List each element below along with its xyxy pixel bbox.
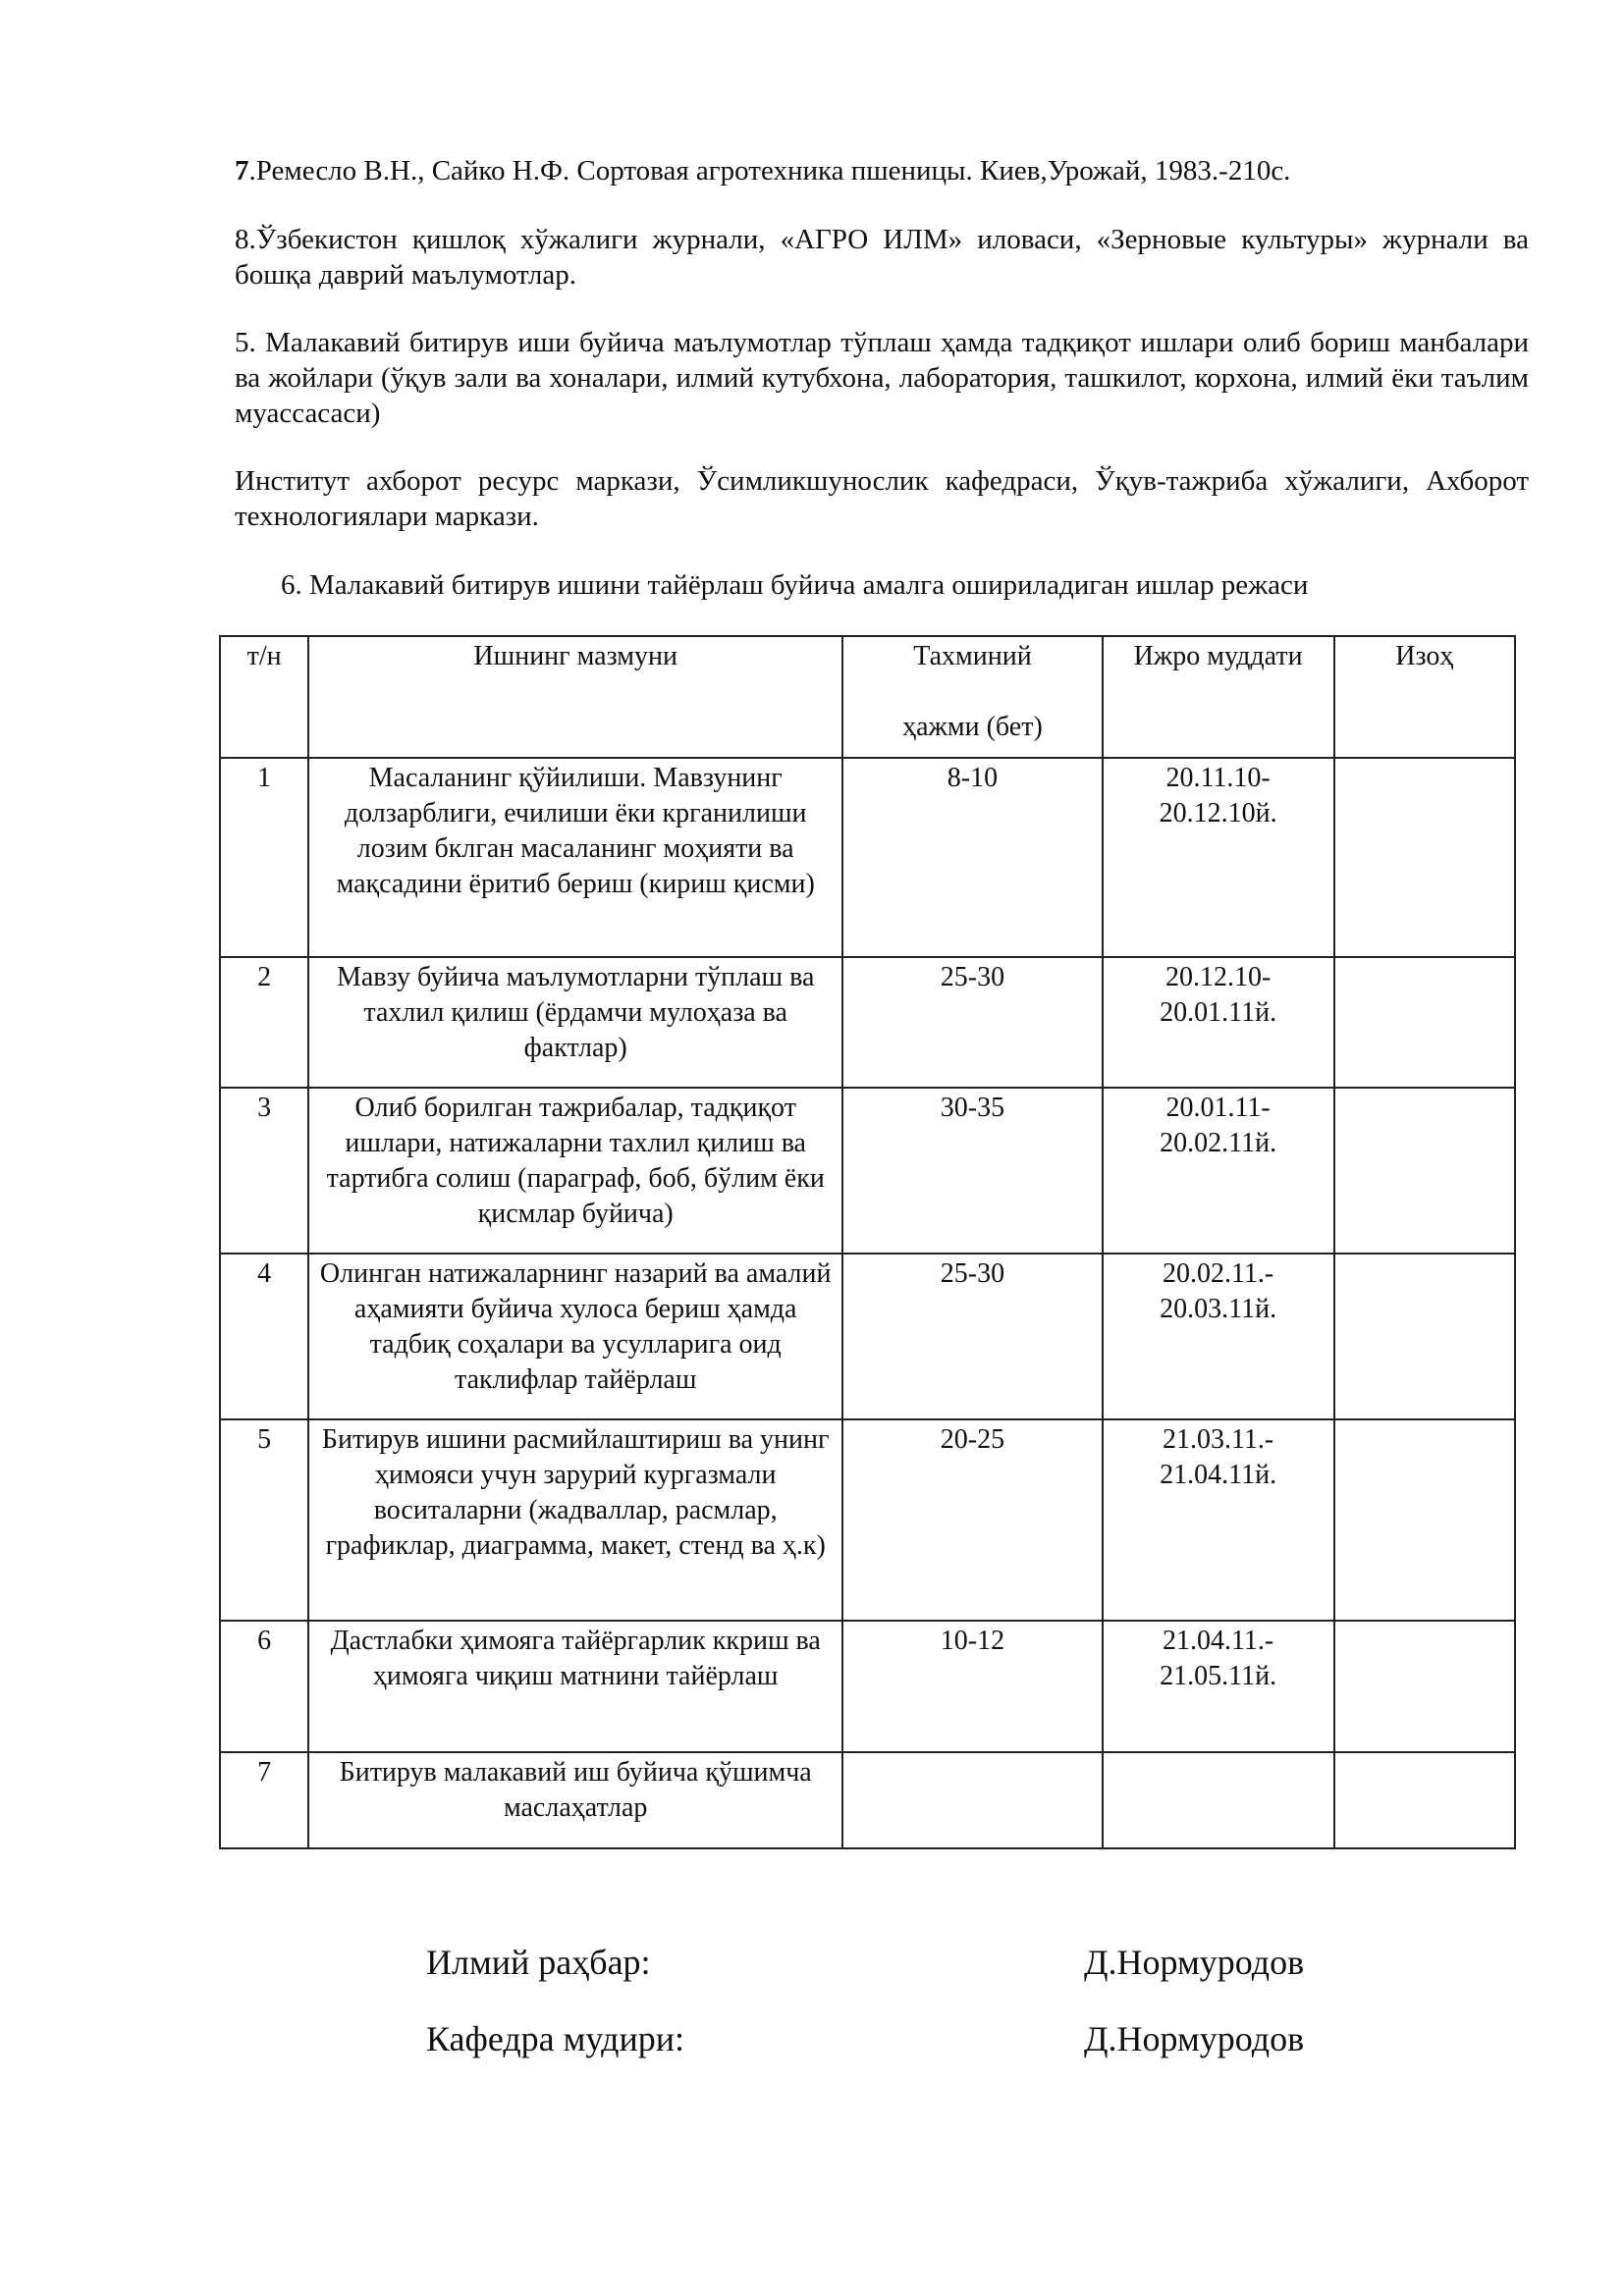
row-deadline-end: 21.05.11й. [1160, 1661, 1277, 1691]
row-note [1334, 1419, 1515, 1621]
row-note [1334, 758, 1515, 957]
row-deadline-start: 20.11.10- [1165, 763, 1271, 793]
reference-item-7-number: 7 [235, 155, 249, 187]
row-note [1334, 957, 1515, 1088]
row-deadline [1103, 1088, 1334, 1254]
row-note [1334, 1621, 1515, 1752]
row-deadline [1103, 1419, 1334, 1621]
row-volume [842, 1752, 1102, 1848]
row-volume: 10-12 [842, 1621, 1102, 1752]
row-note [1334, 1088, 1515, 1254]
row-deadline-start: 20.02.11.- [1162, 1258, 1274, 1289]
reference-item-7-text: .Ремесло В.Н., Сайко Н.Ф. Сортовая агротехника пшеницы. Киев,Урожай, 1983.-210с. [248, 155, 1291, 187]
table-row [220, 1419, 1515, 1621]
row-deadline-start: 21.03.11.- [1162, 1424, 1274, 1455]
row-note [1334, 1752, 1515, 1848]
row-deadline-end: 20.02.11й. [1160, 1128, 1277, 1158]
work-plan-table [219, 635, 1516, 1849]
row-num: 7 [220, 1752, 308, 1848]
section-6-title: 6. Малакавий битирув ишини тайёрлаш буйича амалга ошириладиган ишлар режаси [281, 569, 1309, 601]
table-row [220, 1254, 1515, 1419]
reference-item-8: 8.Ўзбекистон қишлоқ хўжалиги журнали, «АГРО ИЛМ» иловаси, «Зерновые культуры» журнали ва бошқа даврий маълумотлар. [235, 224, 1529, 291]
header-note: Изоҳ [1334, 636, 1515, 758]
row-num: 3 [220, 1088, 308, 1254]
head-of-department-label: Кафедра мудири: [426, 2019, 685, 2058]
row-volume: 8-10 [842, 758, 1102, 957]
section-5-answer: Институт ахборот ресурс маркази, Ўсимликшунослик кафедраси, Ўқув-тажриба хўжалиги, Ахборот технологиялари маркази. [235, 465, 1529, 532]
row-deadline [1103, 758, 1334, 957]
row-deadline-end: 20.01.11й. [1160, 997, 1277, 1028]
table-row [220, 1621, 1515, 1752]
header-num: т/н [220, 636, 308, 758]
table-row [220, 1088, 1515, 1254]
row-content: Дастлабки ҳимояга тайёргарлик ккриш ва ҳимояга чиқиш матнини тайёрлаш [308, 1621, 842, 1752]
table-row [220, 758, 1515, 957]
row-num: 5 [220, 1419, 308, 1621]
row-content: Битирув ишини расмийлаштириш ва унинг ҳимояси учун зарурий кургазмали воситаларни (жадваллар, расмлар, графиклар, диаграмма, макет, стенд ва ҳ.к) [308, 1419, 842, 1621]
row-content: Олиб борилган тажрибалар, тадқиқот ишлари, натижаларни тахлил қилиш ва тартибга солиш (параграф, боб, бўлим ёки қисмлар буйича) [308, 1088, 842, 1254]
row-deadline-end: 21.04.11й. [1160, 1460, 1277, 1490]
row-num: 4 [220, 1254, 308, 1419]
row-num: 1 [220, 758, 308, 957]
row-volume: 30-35 [842, 1088, 1102, 1254]
row-deadline-start: 20.12.10- [1164, 962, 1272, 992]
row-content: Мавзу буйича маълумотларни тўплаш ва тахлил қилиш (ёрдамчи мулоҳаза ва фактлар) [308, 957, 842, 1088]
row-volume: 25-30 [842, 957, 1102, 1088]
row-deadline-start: 21.04.11.- [1162, 1626, 1274, 1656]
row-note [1334, 1254, 1515, 1419]
reference-item-7 [235, 153, 1529, 188]
header-volume-line1: Тахминий [913, 641, 1032, 671]
row-num: 6 [220, 1621, 308, 1752]
advisor-name: Д.Нормуродов [1084, 1943, 1305, 1982]
header-volume [842, 636, 1102, 758]
row-volume: 25-30 [842, 1254, 1102, 1419]
row-volume: 20-25 [842, 1419, 1102, 1621]
row-content: Олинган натижаларнинг назарий ва амалий аҳамияти буйича хулоса бериш ҳамда тадбиқ соҳалари ва усулларига оид таклифлар тайёрлаш [308, 1254, 842, 1419]
row-deadline [1103, 957, 1334, 1088]
row-deadline [1103, 1752, 1334, 1848]
row-content: Битирув малакавий иш буйича қўшимча маслаҳатлар [308, 1752, 842, 1848]
head-of-department-name: Д.Нормуродов [1084, 2019, 1305, 2058]
row-deadline-end: 20.12.10й. [1159, 798, 1277, 828]
row-deadline-end: 20.03.11й. [1160, 1294, 1277, 1324]
table-row [220, 957, 1515, 1088]
header-volume-line2: ҳажми (бет) [902, 712, 1043, 742]
row-deadline [1103, 1254, 1334, 1419]
row-deadline [1103, 1621, 1334, 1752]
row-num: 2 [220, 957, 308, 1088]
table-header-row [220, 636, 1515, 758]
table-row [220, 1752, 1515, 1848]
section-5-title: 5. Малакавий битирув иши буйича маълумотлар тўплаш ҳамда тадқиқот ишлари олиб бориш манбалари ва жойлари (ўқув зали ва хоналари, илмий кутубхона, лаборатория, ташкилот, корхона, илмий ёки таълим муассасаси) [235, 327, 1529, 429]
header-deadline: Ижро муддати [1103, 636, 1334, 758]
header-content: Ишнинг мазмуни [308, 636, 842, 758]
advisor-label: Илмий раҳбар: [426, 1943, 651, 1982]
row-deadline-start: 20.01.11- [1165, 1093, 1271, 1123]
row-content: Масаланинг қўйилиши. Мавзунинг долзарблиги, ечилиши ёки крганилиши лозим бклган масаланинг моҳияти ва мақсадини ёритиб бериш (кириш қисми) [308, 758, 842, 957]
